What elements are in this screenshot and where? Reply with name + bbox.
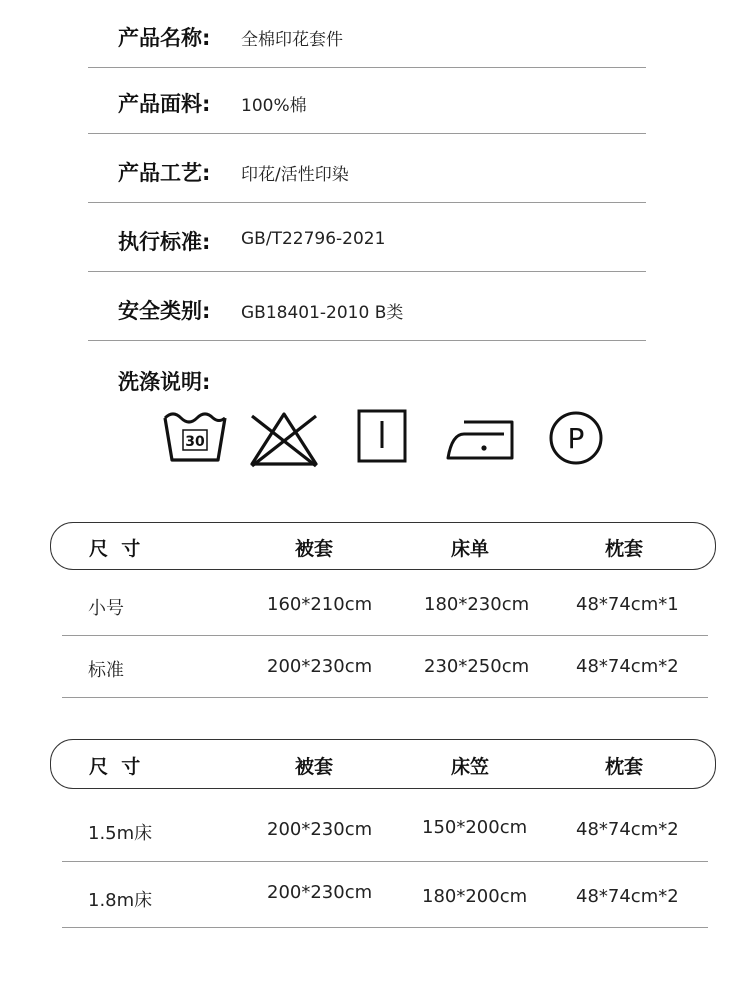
spec-label: 产品名称: <box>118 26 211 50</box>
care-symbols <box>148 402 630 482</box>
size-table-2 <box>50 739 718 931</box>
no-bleach-icon <box>246 408 322 470</box>
spec-label: 执行标准: <box>118 230 211 254</box>
table-header <box>50 522 716 570</box>
header-pillowcase: 枕套 <box>605 756 644 778</box>
spec-value: 100%棉 <box>241 96 307 116</box>
spec-row-standard <box>88 204 646 272</box>
divider <box>62 697 708 698</box>
header-duvet: 被套 <box>295 538 334 560</box>
spec-value: 印花/活性印染 <box>241 165 349 185</box>
spec-value: GB/T22796-2021 <box>241 229 386 249</box>
cell-fitted-sheet: 150*200cm <box>422 817 528 838</box>
iron-low-icon <box>444 408 518 464</box>
cell-size: 1.8m床 <box>88 890 153 911</box>
cell-pillowcase: 48*74cm*1 <box>576 594 679 615</box>
table-header <box>50 739 716 789</box>
cell-pillowcase: 48*74cm*2 <box>576 886 679 907</box>
header-sheet: 床单 <box>451 538 490 560</box>
header-size: 尺 寸 <box>89 538 141 560</box>
spec-value: GB18401-2010 B类 <box>241 303 404 323</box>
spec-row-process <box>88 135 646 203</box>
cell-duvet: 160*210cm <box>267 594 373 615</box>
wash-instructions-title: 洗涤说明: <box>118 370 211 394</box>
cell-sheet: 180*230cm <box>424 594 530 615</box>
spec-value: 全棉印花套件 <box>241 30 343 50</box>
cell-fitted-sheet: 180*200cm <box>422 886 528 907</box>
line-dry-icon <box>356 408 408 464</box>
table-row <box>62 797 708 862</box>
table-row <box>62 574 708 636</box>
cell-duvet: 200*230cm <box>267 819 373 840</box>
cell-pillowcase: 48*74cm*2 <box>576 656 679 677</box>
spec-row-name <box>88 0 646 68</box>
header-fitted-sheet: 床笠 <box>451 756 490 778</box>
cell-size: 标准 <box>88 660 124 681</box>
divider <box>62 927 708 928</box>
table-row <box>62 862 708 928</box>
divider <box>88 133 646 134</box>
cell-duvet: 200*230cm <box>267 656 373 677</box>
spec-row-safety <box>88 273 646 341</box>
cell-sheet: 230*250cm <box>424 656 530 677</box>
wash-temperature: 30 <box>185 434 205 450</box>
dry-clean-p-icon <box>546 408 606 468</box>
header-size: 尺 寸 <box>89 756 141 778</box>
size-table-1 <box>50 522 718 702</box>
cell-duvet: 200*230cm <box>267 882 373 903</box>
cell-size: 小号 <box>88 598 124 619</box>
spec-label: 产品工艺: <box>118 161 211 185</box>
cell-size: 1.5m床 <box>88 823 153 844</box>
dry-clean-letter: P <box>567 422 585 455</box>
spec-label: 产品面料: <box>118 92 211 116</box>
divider <box>88 271 646 272</box>
header-pillowcase: 枕套 <box>605 538 644 560</box>
table-row <box>62 636 708 698</box>
divider <box>88 340 646 341</box>
header-duvet: 被套 <box>295 756 334 778</box>
divider <box>88 202 646 203</box>
spec-row-fabric <box>88 66 646 134</box>
wash-30-icon <box>162 408 228 468</box>
spec-label: 安全类别: <box>118 299 211 323</box>
cell-pillowcase: 48*74cm*2 <box>576 819 679 840</box>
